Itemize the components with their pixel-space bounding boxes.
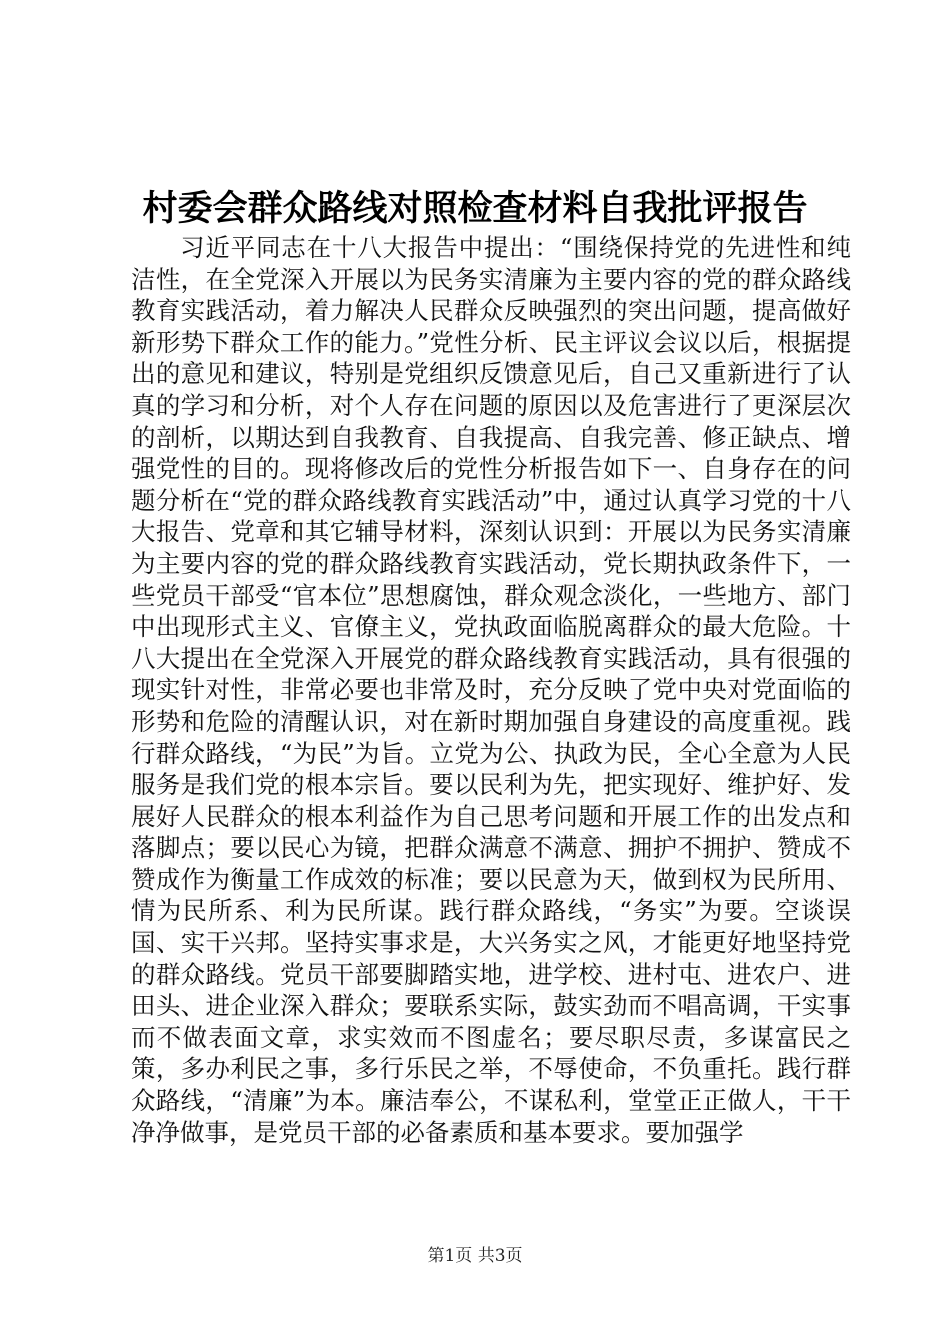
- page-number-indicator: 第1页 共3页: [427, 1246, 523, 1266]
- document-body-paragraph: 习近平同志在十八大报告中提出：“围绕保持党的先进性和纯洁性，在全党深入开展以为民务实清廉为主要内容的党的群众路线教育实践活动，着力解决人民群众反映强烈的突出问题，提高做好新形势下群众工作的能力。”党性分析、民主评议会议以后，根据提出的意见和建议，特别是党组织反馈意见后，自己又重新进行了认真的学习和分析，对个人存在问题的原因以及危害进行了更深层次的剖析，以期达到自我教育、自我提高、自我完善、修正缺点、增强党性的目的。现将修改后的党性分析报告如下一、自身存在的问题分析在“党的群众路线教育实践活动”中，通过认真学习党的十八大报告、党章和其它辅导材料，深刻认识到：开展以为民务实清廉为主要内容的党的群众路线教育实践活动，党长期执政条件下，一些党员干部受“官本位”思想腐蚀，群众观念淡化，一些地方、部门中出现形式主义、官僚主义，党执政面临脱离群众的最大危险。十八大提出在全党深入开展党的群众路线教育实践活动，具有很强的现实针对性，非常必要也非常及时，充分反映了党中央对党面临的形势和危险的清醒认识，对在新时期加强自身建设的高度重视。践行群众路线，“为民”为旨。立党为公、执政为民，全心全意为人民服务是我们党的根本宗旨。要以民利为先，把实现好、维护好、发展好人民群众的根本利益作为自己思考问题和开展工作的出发点和落脚点；要以民心为镜，把群众满意不满意、拥护不拥护、赞成不赞成作为衡量工作成效的标准；要以民意为天，做到权为民所用、情为民所系、利为民所谋。践行群众路线，“务实”为要。空谈误国、实干兴邦。坚持实事求是，大兴务实之风，才能更好地坚持党的群众路线。党员干部要脚踏实地，进学校、进村屯、进农户、进田头、进企业深入群众；要联系实际，鼓实劲而不唱高调，干实事而不做表面文章，求实效而不图虚名；要尽职尽责，多谋富民之策，多办利民之事，多行乐民之举，不辱使命，不负重托。践行群众路线，“清廉”为本。廉洁奉公，不谋私利，堂堂正正做人，干干净净做事，是党员干部的必备素质和基本要求。要加强学: [131, 233, 851, 1147]
- document-title: 村委会群众路线对照检查材料自我批评报告: [142, 188, 808, 229]
